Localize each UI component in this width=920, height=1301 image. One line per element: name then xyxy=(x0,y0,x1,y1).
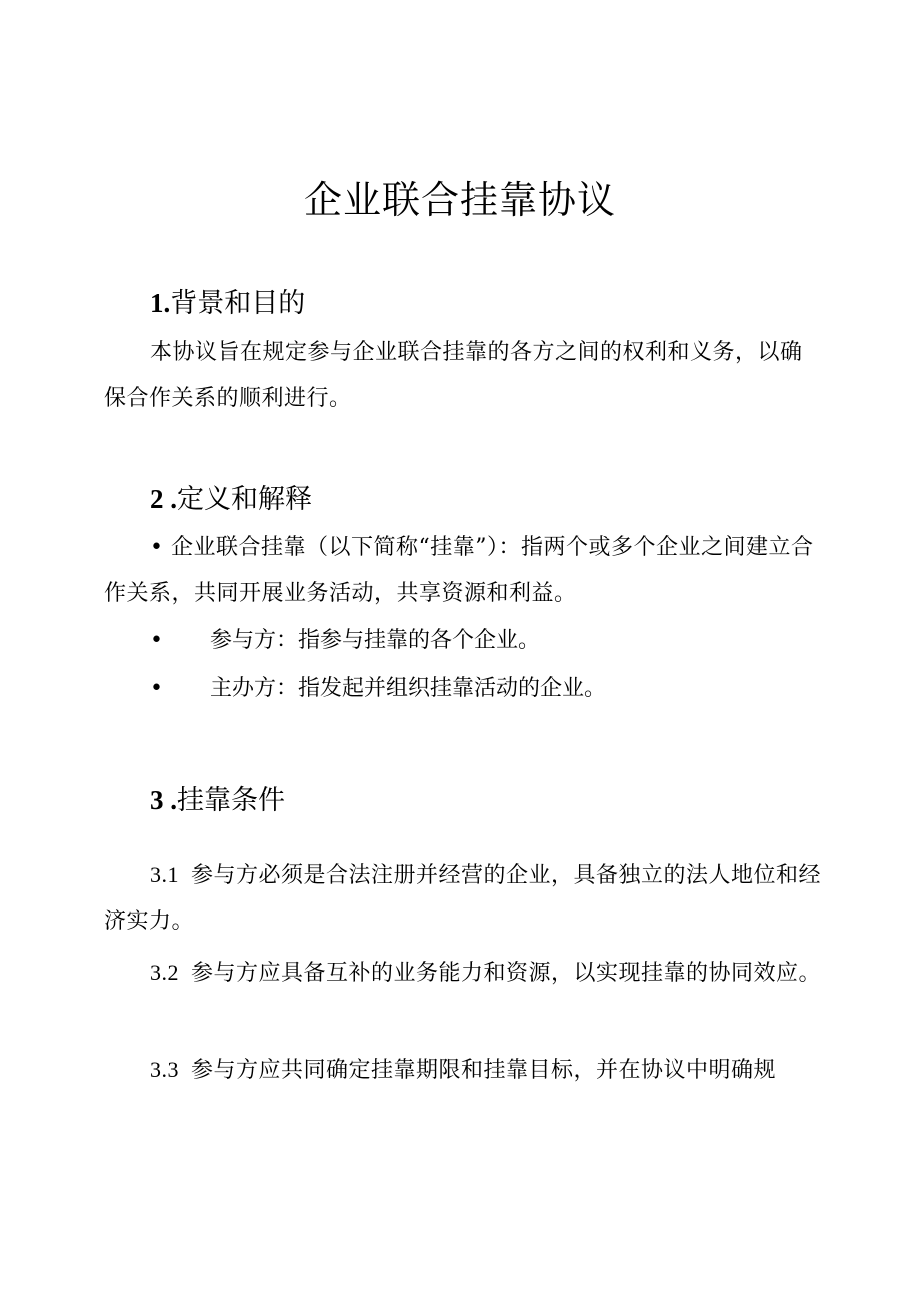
condition-number: 3.1 xyxy=(150,862,179,887)
definition-text: 主办方：指发起并组织挂靠活动的企业。 xyxy=(210,676,607,701)
bullet: • xyxy=(150,676,163,701)
condition-text: 参与方应具备互补的业务能力和资源，以实现挂靠的协同效应。 xyxy=(191,961,822,986)
document-title: 企业联合挂靠协议 xyxy=(303,178,616,222)
condition-text: 参与方必须是合法注册并经营的企业，具备独立的法人地位和经济实力。 xyxy=(104,863,822,934)
bullet: • xyxy=(150,628,163,653)
condition-item xyxy=(104,1047,824,1094)
condition-item xyxy=(104,852,824,945)
section-title: 背景和目的 xyxy=(170,288,306,319)
definition-item xyxy=(104,525,824,617)
section-title: 定义和解释 xyxy=(177,484,312,515)
section-title: 挂靠条件 xyxy=(177,785,285,816)
definition-text: 参与方：指参与挂靠的各个企业。 xyxy=(210,628,541,653)
definition-item xyxy=(150,618,540,664)
section-heading-3 xyxy=(150,780,285,821)
section-number: 3 . xyxy=(150,785,177,815)
section-number: 1. xyxy=(150,288,171,318)
bullet: • xyxy=(150,535,164,560)
condition-number: 3.3 xyxy=(150,1057,179,1082)
section-number: 2 . xyxy=(150,484,177,514)
section-heading-2 xyxy=(150,479,312,520)
section-paragraph: 本协议旨在规定参与企业联合挂靠的各方之间的权利和义务，以确保合作关系的顺利进行。 xyxy=(104,340,803,411)
definition-text: 企业联合挂靠（以下简称“挂靠”）：指两个或多个企业之间建立合作关系，共同开展业务活动，共享资源和利益。 xyxy=(104,535,814,606)
condition-item xyxy=(104,950,824,997)
definition-item xyxy=(150,666,606,712)
condition-number: 3.2 xyxy=(150,960,179,985)
condition-text: 参与方应共同确定挂靠期限和挂靠目标，并在协议中明确规 xyxy=(191,1058,777,1083)
section-heading-1 xyxy=(150,283,305,324)
